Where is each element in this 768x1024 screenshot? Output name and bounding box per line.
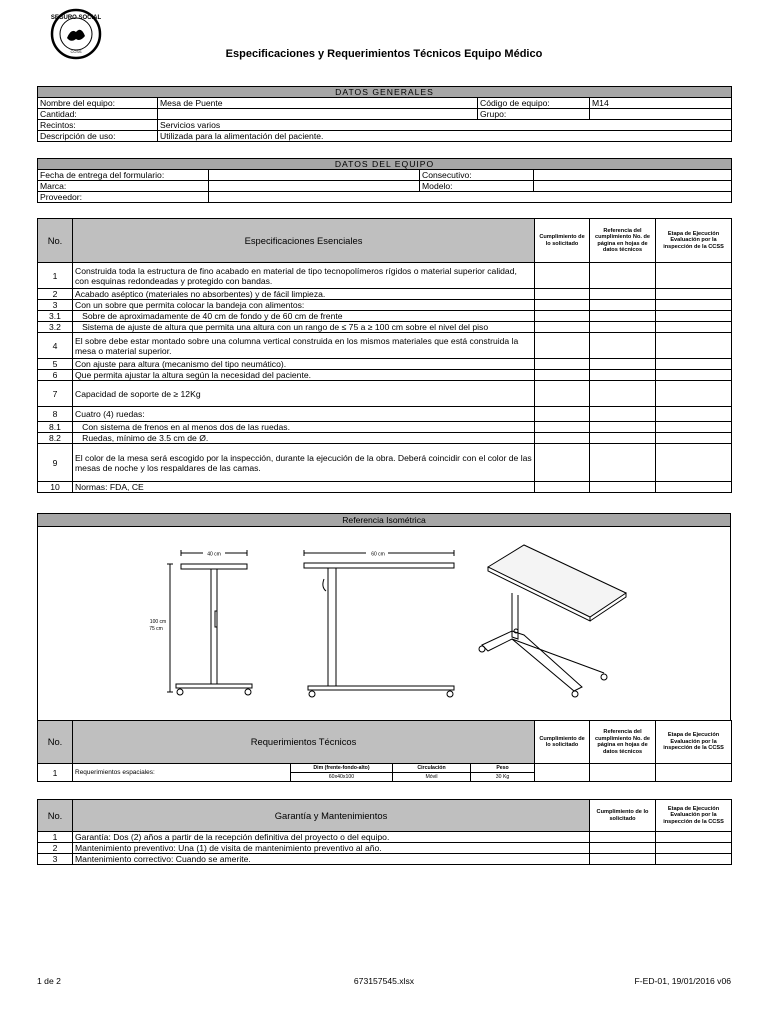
- spec-text: El sobre debe estar montado sobre una columna vertical construida en los mismos materiales que está construida la mesa o material superior.: [73, 333, 535, 359]
- dim-75-label: 75 cm: [149, 626, 163, 632]
- marca-label: Marca:: [38, 181, 209, 192]
- spec-etapa-cell[interactable]: [656, 322, 732, 333]
- spec-referencia-cell[interactable]: [590, 289, 656, 300]
- spec-no: 1: [38, 263, 73, 289]
- col-cumplimiento-header: Cumplimiento de lo solicitado: [535, 721, 590, 764]
- spec-etapa-cell[interactable]: [656, 381, 732, 407]
- col-referencia-header: Referencia del cumplimiento No. de página en hojas de datos técnicos: [590, 721, 656, 764]
- spec-cumplimiento-cell[interactable]: [535, 300, 590, 311]
- dim-40-label: 40 cm: [207, 551, 221, 558]
- spec-text: Con un sobre que permita colocar la bandeja con alimentos:: [73, 300, 535, 311]
- col-referencia-header: Referencia del cumplimiento No. de página en hojas de datos técnicos: [590, 219, 656, 263]
- spec-text: Que permita ajustar la altura según la necesidad del paciente.: [73, 370, 535, 381]
- consecutivo-value[interactable]: [534, 170, 732, 181]
- spec-no: 2: [38, 289, 73, 300]
- spec-text: Cuatro (4) ruedas:: [73, 407, 535, 422]
- spec-referencia-cell[interactable]: [590, 263, 656, 289]
- cantidad-label: Cantidad:: [38, 109, 158, 120]
- page-number: 1 de 2: [37, 976, 61, 986]
- spec-text: Sistema de ajuste de altura que permita una altura con un rango de ≤ 75 a ≥ 100 cm sobre el nivel del piso: [73, 322, 535, 333]
- spec-no: 7: [38, 381, 73, 407]
- fecha-label: Fecha de entrega del formulario:: [38, 170, 209, 181]
- garantia-table: [37, 799, 732, 865]
- spec-cumplimiento-cell[interactable]: [535, 407, 590, 422]
- referencia-isometrica-header: Referencia Isométrica: [38, 514, 730, 527]
- spec-text: Sobre de aproximadamente de 40 cm de fondo y de 60 cm de frente: [73, 311, 535, 322]
- spec-etapa-cell[interactable]: [656, 359, 732, 370]
- req-etapa-cell[interactable]: [656, 764, 732, 782]
- datos-generales-header: DATOS GENERALES: [38, 87, 732, 98]
- circulacion-header: Circulación: [393, 764, 471, 773]
- spec-no: 4: [38, 333, 73, 359]
- spec-etapa-cell[interactable]: [656, 333, 732, 359]
- spec-text: Capacidad de soporte de ≥ 12Kg: [73, 381, 535, 407]
- spec-referencia-cell[interactable]: [590, 407, 656, 422]
- codigo-value[interactable]: M14: [590, 98, 732, 109]
- modelo-value[interactable]: [534, 181, 732, 192]
- grupo-label: Grupo:: [478, 109, 590, 120]
- spec-etapa-cell[interactable]: [656, 422, 732, 433]
- spec-cumplimiento-cell[interactable]: [535, 381, 590, 407]
- col-etapa-header: Etapa de Ejecución Evaluación por la inspección de la CCSS: [656, 800, 732, 832]
- spec-no: 10: [38, 482, 73, 493]
- garantia-etapa-cell[interactable]: [656, 832, 732, 843]
- spec-cumplimiento-cell[interactable]: [535, 370, 590, 381]
- garantia-cumplimiento-cell[interactable]: [590, 832, 656, 843]
- spec-referencia-cell[interactable]: [590, 322, 656, 333]
- req-cumplimiento-cell[interactable]: [535, 764, 590, 782]
- form-code: F-ED-01, 19/01/2016 v06: [634, 976, 731, 986]
- col-etapa-header: Etapa de Ejecución Evaluación por la inspección de la CCSS: [656, 721, 732, 764]
- peso-value: 30 Kg: [471, 773, 535, 782]
- recintos-label: Recintos:: [38, 120, 158, 131]
- col-no-header: No.: [38, 219, 73, 263]
- spec-cumplimiento-cell[interactable]: [535, 433, 590, 444]
- spec-text: Con sistema de frenos en al menos dos de las ruedas.: [73, 422, 535, 433]
- spec-referencia-cell[interactable]: [590, 370, 656, 381]
- marca-value[interactable]: [209, 181, 420, 192]
- svg-text:SEGURO SOCIAL: SEGURO SOCIAL: [50, 15, 102, 21]
- spec-no: 9: [38, 444, 73, 482]
- proveedor-label: Proveedor:: [38, 192, 209, 203]
- garantia-text: Garantía: Dos (2) años a partir de la recepción definitiva del proyecto o del equipo.: [73, 832, 590, 843]
- spec-no: 3: [38, 300, 73, 311]
- dim-60-label: 60 cm: [371, 551, 385, 558]
- spec-etapa-cell[interactable]: [656, 444, 732, 482]
- page-title: Especificaciones y Requerimientos Técnicos Equipo Médico: [225, 48, 543, 60]
- spec-text: Con ajuste para altura (mecanismo del tipo neumático).: [73, 359, 535, 370]
- req-no: 1: [38, 764, 73, 782]
- spec-referencia-cell[interactable]: [590, 381, 656, 407]
- spec-referencia-cell[interactable]: [590, 422, 656, 433]
- spec-etapa-cell[interactable]: [656, 370, 732, 381]
- spec-referencia-cell[interactable]: [590, 311, 656, 322]
- spec-etapa-cell[interactable]: [656, 289, 732, 300]
- spec-cumplimiento-cell[interactable]: [535, 322, 590, 333]
- req-label: Requerimientos espaciales:: [73, 764, 291, 782]
- consecutivo-label: Consecutivo:: [420, 170, 534, 181]
- spec-etapa-cell[interactable]: [656, 482, 732, 493]
- especificaciones-table: [37, 218, 732, 493]
- garantia-cumplimiento-cell[interactable]: [590, 854, 656, 865]
- col-cumplimiento-header: Cumplimiento de lo solicitado: [590, 800, 656, 832]
- peso-header: Peso: [471, 764, 535, 773]
- garantia-no: 2: [38, 843, 73, 854]
- requerimientos-table: [37, 720, 732, 782]
- especificaciones-header: Especificaciones Esenciales: [73, 219, 535, 263]
- spec-referencia-cell[interactable]: [590, 359, 656, 370]
- spec-text: Normas: FDA, CE: [73, 482, 535, 493]
- spec-text: El color de la mesa será escogido por la inspección, durante la ejecución de la obra. Deberá coincidir con el color de las mesas de noche y los respaldares de las camas.: [73, 444, 535, 482]
- proveedor-value[interactable]: [209, 192, 732, 203]
- nombre-label: Nombre del equipo:: [38, 98, 158, 109]
- spec-text: Ruedas, mínimo de 3.5 cm de Ø.: [73, 433, 535, 444]
- modelo-label: Modelo:: [420, 181, 534, 192]
- col-cumplimiento-header: Cumplimiento de lo solicitado: [535, 219, 590, 263]
- spec-no: 3.2: [38, 322, 73, 333]
- spec-etapa-cell[interactable]: [656, 263, 732, 289]
- front-top: [181, 564, 247, 569]
- spec-etapa-cell[interactable]: [656, 407, 732, 422]
- spec-referencia-cell[interactable]: [590, 444, 656, 482]
- spec-text: Construida toda la estructura de fino acabado en material de tipo tecnopolímeros rígidos o material superior calidad, con esquinas redondeadas y protegido con bandas.: [73, 263, 535, 289]
- spec-cumplimiento-cell[interactable]: [535, 289, 590, 300]
- table-drawings: [38, 527, 730, 719]
- spec-cumplimiento-cell[interactable]: [535, 263, 590, 289]
- requerimientos-header: Requerimientos Técnicos: [73, 721, 535, 764]
- spec-etapa-cell[interactable]: [656, 311, 732, 322]
- col-no-header: No.: [38, 721, 73, 764]
- garantia-cumplimiento-cell[interactable]: [590, 843, 656, 854]
- garantia-text: Mantenimiento correctivo: Cuando se amerite.: [73, 854, 590, 865]
- recintos-value[interactable]: Servicios varios: [158, 120, 732, 131]
- file-name: 673157545.xlsx: [353, 976, 415, 986]
- spec-referencia-cell[interactable]: [590, 482, 656, 493]
- datos-generales-table: [37, 86, 732, 142]
- spec-referencia-cell[interactable]: [590, 433, 656, 444]
- spec-no: 8.2: [38, 433, 73, 444]
- spec-cumplimiento-cell[interactable]: [535, 359, 590, 370]
- dim-value: 60x40x100: [291, 773, 393, 782]
- svg-text:CCSS: CCSS: [70, 49, 82, 54]
- cantidad-value[interactable]: [158, 109, 478, 120]
- grupo-value[interactable]: [590, 109, 732, 120]
- codigo-label: Código de equipo:: [478, 98, 590, 109]
- req-referencia-cell[interactable]: [590, 764, 656, 782]
- spec-referencia-cell[interactable]: [590, 300, 656, 311]
- spec-etapa-cell[interactable]: [656, 433, 732, 444]
- datos-equipo-table: [37, 158, 732, 203]
- descripcion-label: Descripción de uso:: [38, 131, 158, 142]
- spec-no: 3.1: [38, 311, 73, 322]
- spec-cumplimiento-cell[interactable]: [535, 422, 590, 433]
- spec-cumplimiento-cell[interactable]: [535, 482, 590, 493]
- spec-cumplimiento-cell[interactable]: [535, 333, 590, 359]
- fecha-value[interactable]: [209, 170, 420, 181]
- spec-referencia-cell[interactable]: [590, 333, 656, 359]
- descripcion-value[interactable]: Utilizada para la alimentación del paciente.: [158, 131, 732, 142]
- nombre-value[interactable]: Mesa de Puente: [158, 98, 478, 109]
- spec-no: 8: [38, 407, 73, 422]
- circulacion-value: Móvil: [393, 773, 471, 782]
- garantia-no: 3: [38, 854, 73, 865]
- spec-text: Acabado aséptico (materiales no absorbentes) y de fácil limpieza.: [73, 289, 535, 300]
- garantia-no: 1: [38, 832, 73, 843]
- dim-header: Dim (frente-fondo-alto): [291, 764, 393, 773]
- spec-cumplimiento-cell[interactable]: [535, 444, 590, 482]
- col-no-header: No.: [38, 800, 73, 832]
- garantia-header: Garantía y Mantenimientos: [73, 800, 590, 832]
- dim-100-label: 100 cm: [149, 619, 167, 625]
- col-etapa-header: Etapa de Ejecución Evaluación por la inspección de la CCSS: [656, 219, 732, 263]
- referencia-isometrica-panel: [37, 513, 731, 721]
- garantia-etapa-cell[interactable]: [656, 854, 732, 865]
- spec-no: 5: [38, 359, 73, 370]
- spec-no: 8.1: [38, 422, 73, 433]
- datos-equipo-header: DATOS DEL EQUIPO: [38, 159, 732, 170]
- spec-cumplimiento-cell[interactable]: [535, 311, 590, 322]
- garantia-etapa-cell[interactable]: [656, 843, 732, 854]
- spec-no: 6: [38, 370, 73, 381]
- garantia-text: Mantenimiento preventivo: Una (1) de visita de mantenimiento preventivo al año.: [73, 843, 590, 854]
- spec-etapa-cell[interactable]: [656, 300, 732, 311]
